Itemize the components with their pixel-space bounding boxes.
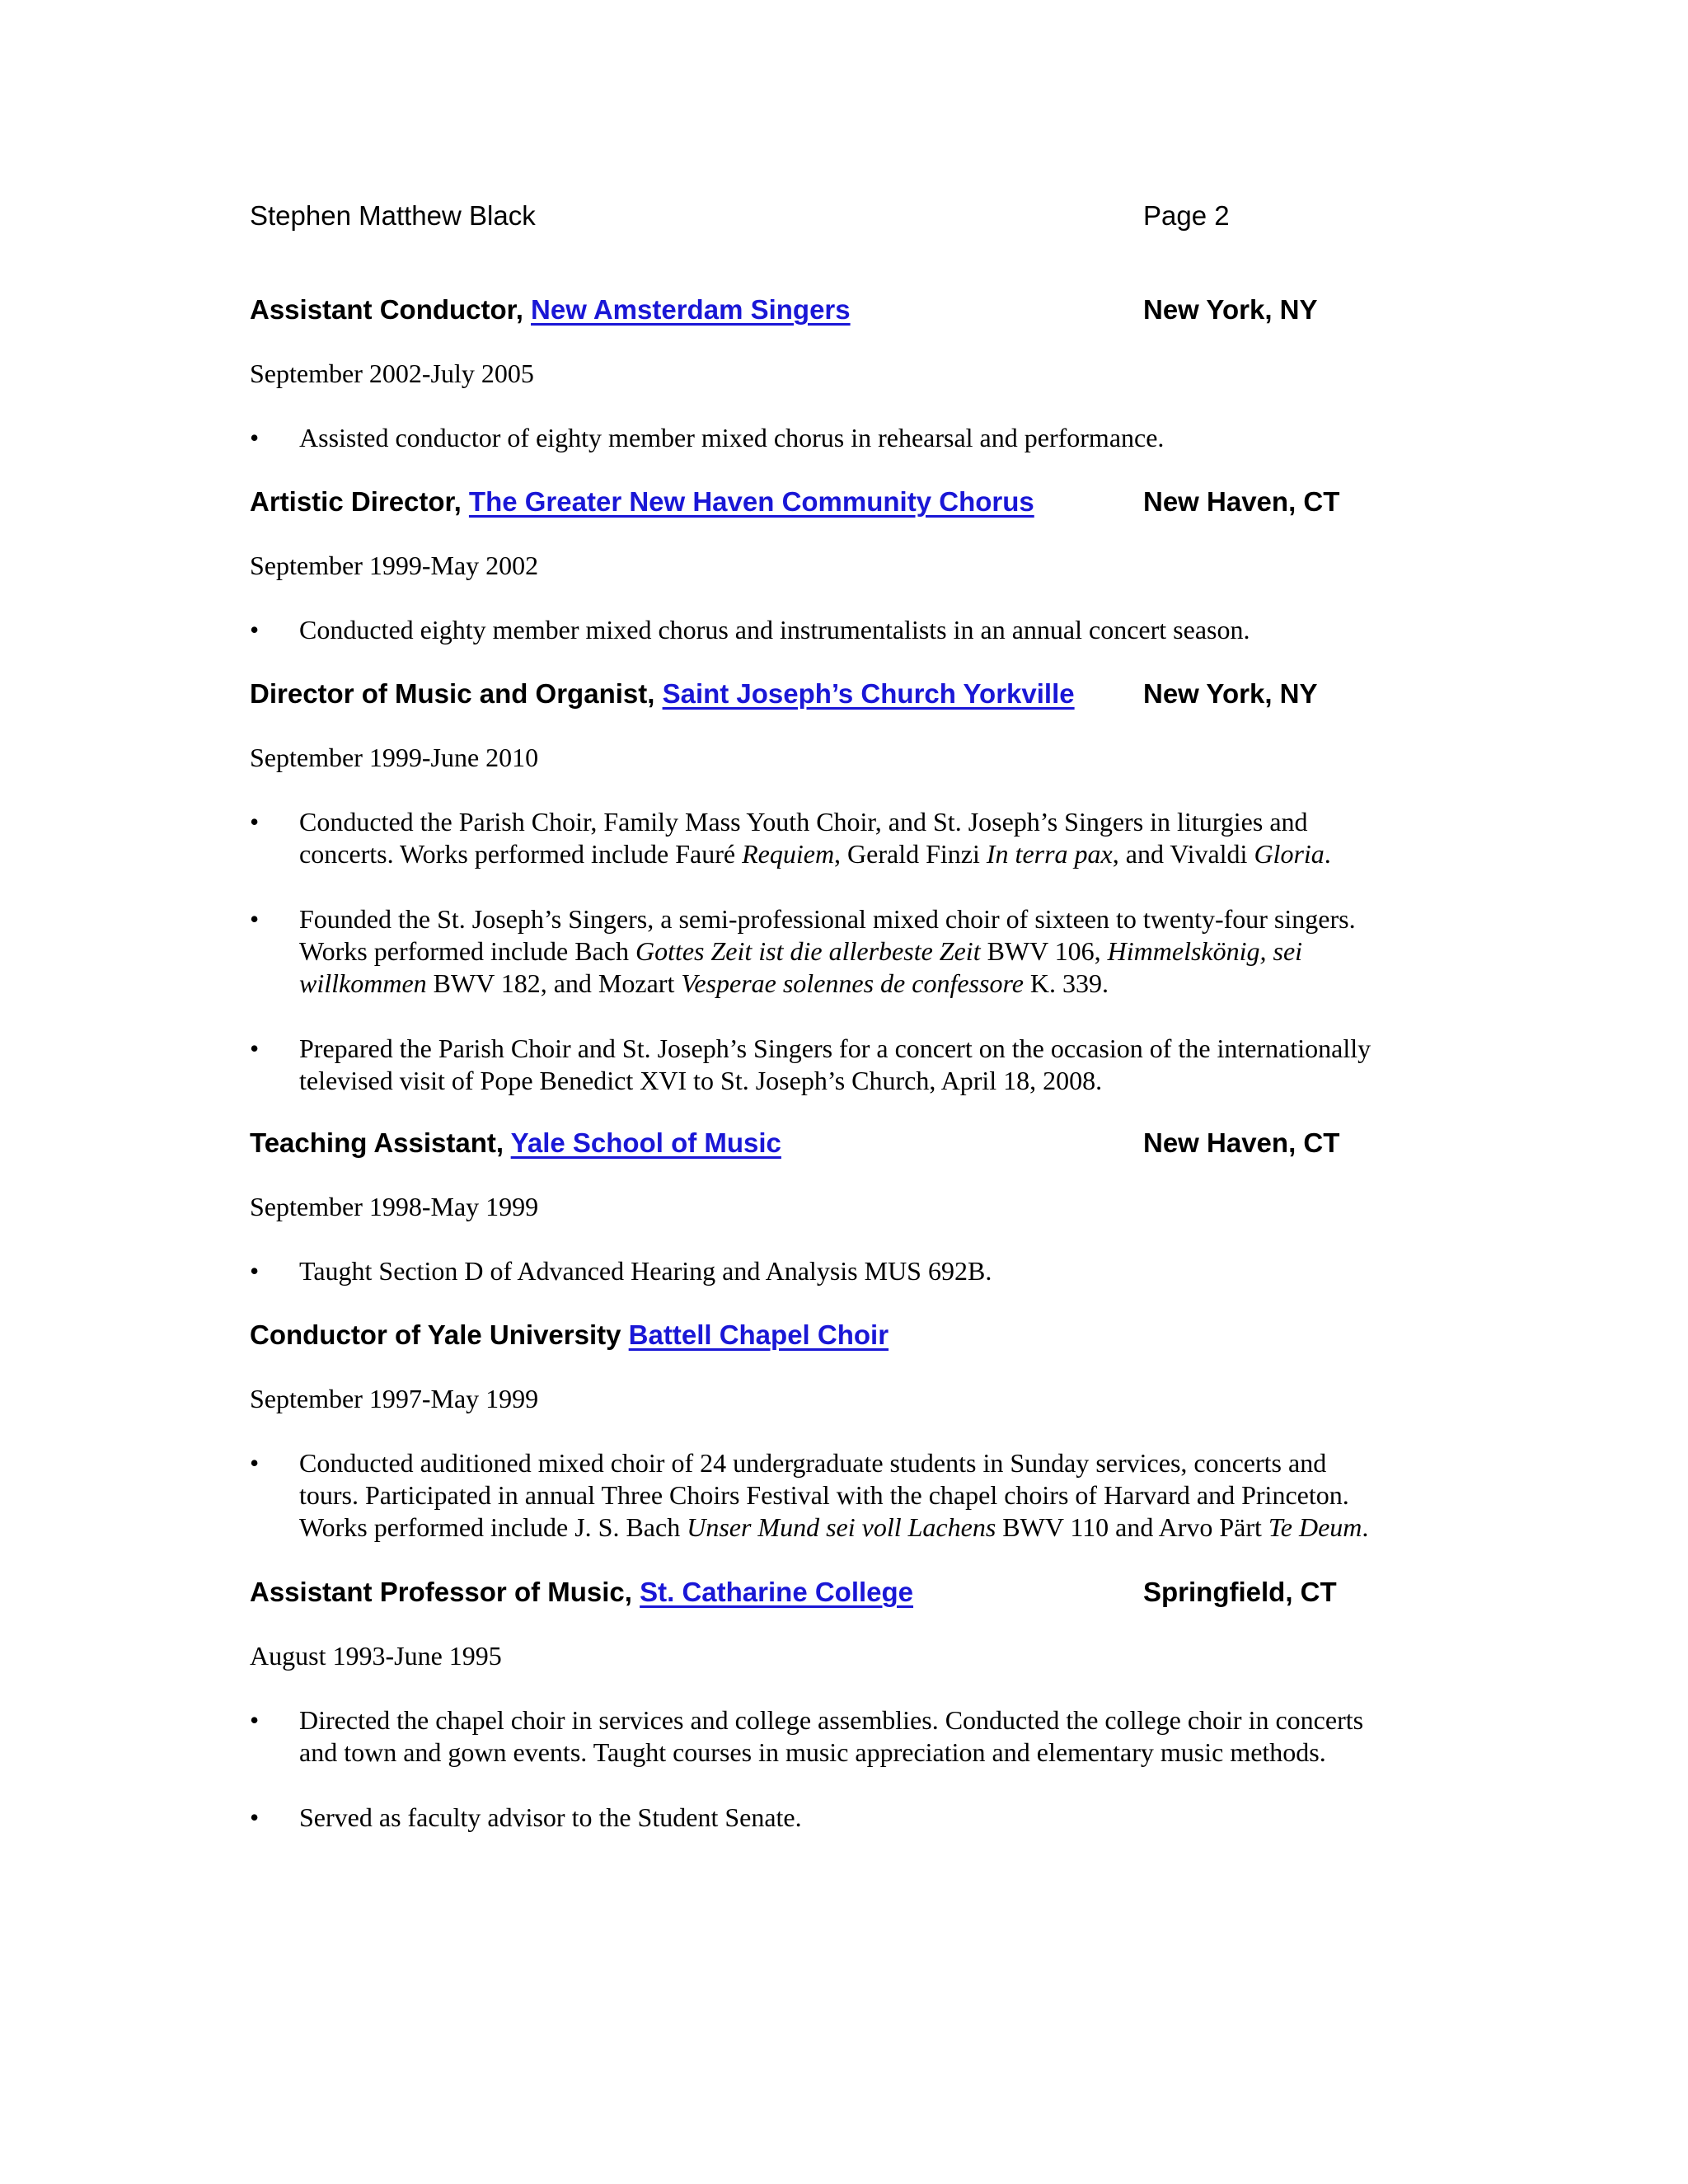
job-title-text: Teaching Assistant, [250,1127,511,1158]
job-title [250,1319,889,1352]
bullet-line: Founded the St. Joseph’s Singers, a semi-professional mixed choir of sixteen to twenty-four singers. [299,904,1356,934]
job-dates: August 1993-June 1995 [250,1641,502,1671]
work-title: Te Deum [1268,1512,1362,1542]
bullet-icon: • [250,1033,260,1063]
job-title [250,1127,781,1160]
job-location: New Haven, CT [1143,486,1340,517]
bullet-line: Conducted the Parish Choir, Family Mass Youth Choir, and St. Joseph’s Singers in liturgies and [299,807,1308,837]
job-title-text: Artistic Director, [250,486,469,517]
bullet-icon: • [250,615,260,644]
work-title: Unser Mund sei voll Lachens [687,1512,996,1542]
organization-link[interactable]: The Greater New Haven Community Chorus [468,486,1034,517]
bullet-icon: • [250,1705,260,1735]
bullet-text [299,422,1437,454]
bullet-line: Taught Section D of Advanced Hearing and Analysis MUS 692B. [299,1256,992,1286]
bullet-line: Conducted eighty member mixed chorus and instrumentalists in an annual concert season. [299,615,1250,644]
job-title-text: Conductor of Yale University [250,1319,629,1350]
bullet-text [299,1802,1437,1834]
bullet-line: televised visit of Pope Benedict XVI to St. Joseph’s Church, April 18, 2008. [299,1066,1103,1095]
bullet-text [299,1704,1437,1769]
bullet-icon: • [250,423,260,452]
bullet-text [299,614,1437,646]
job-dates: September 1999-June 2010 [250,743,539,772]
job-title [250,1576,913,1609]
bullet-icon: • [250,1448,260,1478]
work-title: Vesperae solennes de confessore [681,968,1024,998]
organization-link[interactable]: Battell Chapel Choir [628,1319,889,1350]
job-title [250,485,1034,518]
job-title [250,677,1075,710]
bullet-line: tours. Participated in annual Three Choirs Festival with the chapel choirs of Harvard and Princeton. [299,1480,1349,1510]
job-location: New York, NY [1143,678,1318,709]
bullet-line: willkommen BWV 182, and Mozart Vesperae solennes de confessore K. 339. [299,968,1109,998]
bullet-line: Assisted conductor of eighty member mixed chorus in rehearsal and performance. [299,423,1165,452]
job-title-text: Assistant Professor of Music, [250,1577,640,1607]
job-dates: September 1998-May 1999 [250,1192,539,1221]
job-location: New Haven, CT [1143,1127,1340,1158]
work-title: Gottes Zeit ist die allerbeste Zeit [635,936,981,966]
bullet-line: Prepared the Parish Choir and St. Joseph’s Singers for a concert on the occasion of the internationally [299,1033,1372,1063]
organization-link[interactable]: Yale School of Music [510,1127,781,1158]
bullet-icon: • [250,904,260,934]
job-title [250,293,851,326]
bullet-text [299,1255,1437,1287]
work-title: Requiem [742,839,835,869]
job-dates: September 1997-May 1999 [250,1384,539,1413]
bullet-line: and town and gown events. Taught courses in music appreciation and elementary music methods. [299,1737,1326,1767]
work-title: willkommen [299,968,427,998]
job-title-text: Director of Music and Organist, [250,678,663,709]
work-title: Gloria [1254,839,1325,869]
job-location: New York, NY [1143,294,1318,325]
bullet-text [299,1447,1437,1544]
bullet-line: Directed the chapel choir in services and college assemblies. Conducted the college choir in concerts [299,1705,1364,1735]
job-dates: September 1999-May 2002 [250,551,539,580]
bullet-line: concerts. Works performed include Fauré Requiem, Gerald Finzi In terra pax, and Vivaldi Gloria. [299,839,1331,869]
organization-link[interactable]: New Amsterdam Singers [531,294,851,325]
organization-link[interactable]: Saint Joseph’s Church Yorkville [662,678,1075,709]
job-dates: September 2002-July 2005 [250,359,534,388]
bullet-icon: • [250,1802,260,1832]
header-name: Stephen Matthew Black [250,200,536,231]
bullet-text [299,806,1437,870]
work-title: Himmelskönig, sei [1107,936,1303,966]
work-title: In terra pax [986,839,1113,869]
job-title-text: Assistant Conductor, [250,294,532,325]
page-number: Page 2 [1143,200,1230,231]
bullet-icon: • [250,1256,260,1286]
organization-link[interactable]: St. Catharine College [640,1577,914,1607]
bullet-line: Works performed include J. S. Bach Unser Mund sei voll Lachens BWV 110 and Arvo Pärt Te Deum. [299,1512,1369,1542]
bullet-text [299,1033,1437,1097]
bullet-text [299,903,1437,1000]
bullet-line: Conducted auditioned mixed choir of 24 undergraduate students in Sunday services, concerts and [299,1448,1327,1478]
bullet-line: Works performed include Bach Gottes Zeit ist die allerbeste Zeit BWV 106, Himmelskönig, sei [299,936,1303,966]
job-location: Springfield, CT [1143,1577,1337,1607]
bullet-line: Served as faculty advisor to the Student Senate. [299,1802,802,1832]
bullet-icon: • [250,807,260,837]
